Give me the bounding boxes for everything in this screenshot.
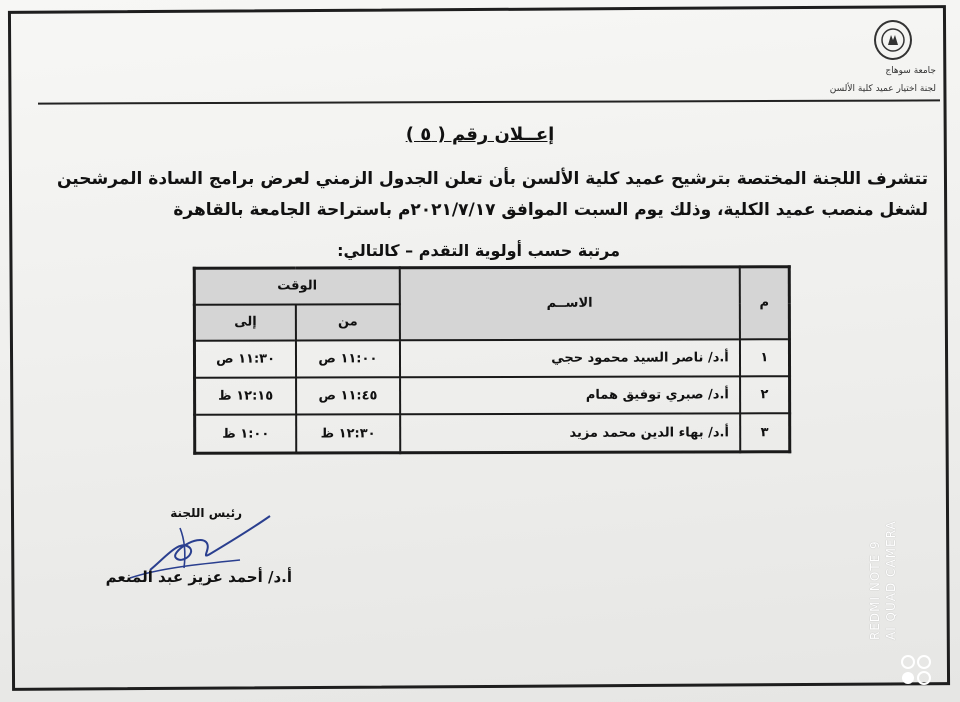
row-number: ١ [740,339,790,376]
watermark-line-2: AI QUAD CAMERA [884,520,898,640]
schedule-table [193,265,791,455]
header-to: إلى [194,304,296,340]
committee-name: لجنة اختيار عميد كلية الألسن [829,84,936,94]
row-to: ١:٠٠ ظ [195,415,297,454]
signature-title: رئيس اللجنة [170,506,242,520]
row-from: ١١:٠٠ ص [296,340,400,378]
announcement-title: إعــلان رقم ( ٥ ) [405,124,555,145]
row-name: أ.د/ صبري توفيق همام [400,376,740,414]
camera-lens-icon [898,652,934,688]
header-name: الاســم [399,267,739,340]
header-from: من [296,304,400,340]
signatory-name: أ.د/ أحمد عزيز عبد المنعم [105,568,292,586]
announcement-line-1: تتشرف اللجنة المختصة بترشيح عميد كلية الألسن بأن تعلن الجدول الزمني لعرض برامج السادة المرشحين [56,169,928,189]
university-name: جامعة سوهاج [885,66,936,76]
camera-watermark [868,490,946,640]
row-from: ١١:٤٥ ص [296,377,400,415]
row-number: ٣ [740,413,790,452]
row-from: ١٢:٣٠ ظ [296,414,400,453]
row-to: ١٢:١٥ ظ [195,377,297,415]
table-row [195,413,790,453]
row-name: أ.د/ ناصر السيد محمود حجي [400,339,740,377]
row-to: ١١:٣٠ ص [194,340,296,378]
row-number: ٢ [740,376,790,413]
announcement-line-2: لشغل منصب عميد الكلية، وذلك يوم السبت الموافق ٢٠٢١/٧/١٧م باستراحة الجامعة بالقاهرة [173,200,928,220]
table-row [194,339,789,378]
watermark-line-1: REDMI NOTE 9 [868,540,882,640]
header-number: م [740,267,790,339]
table-row [195,376,790,415]
announcement-line-3: مرتبة حسب أولوية التقدم – كالتالي: [337,241,620,260]
row-name: أ.د/ بهاء الدين محمد مزيد [400,413,740,452]
university-logo-icon [874,20,912,60]
header-time: الوقت [194,268,399,305]
